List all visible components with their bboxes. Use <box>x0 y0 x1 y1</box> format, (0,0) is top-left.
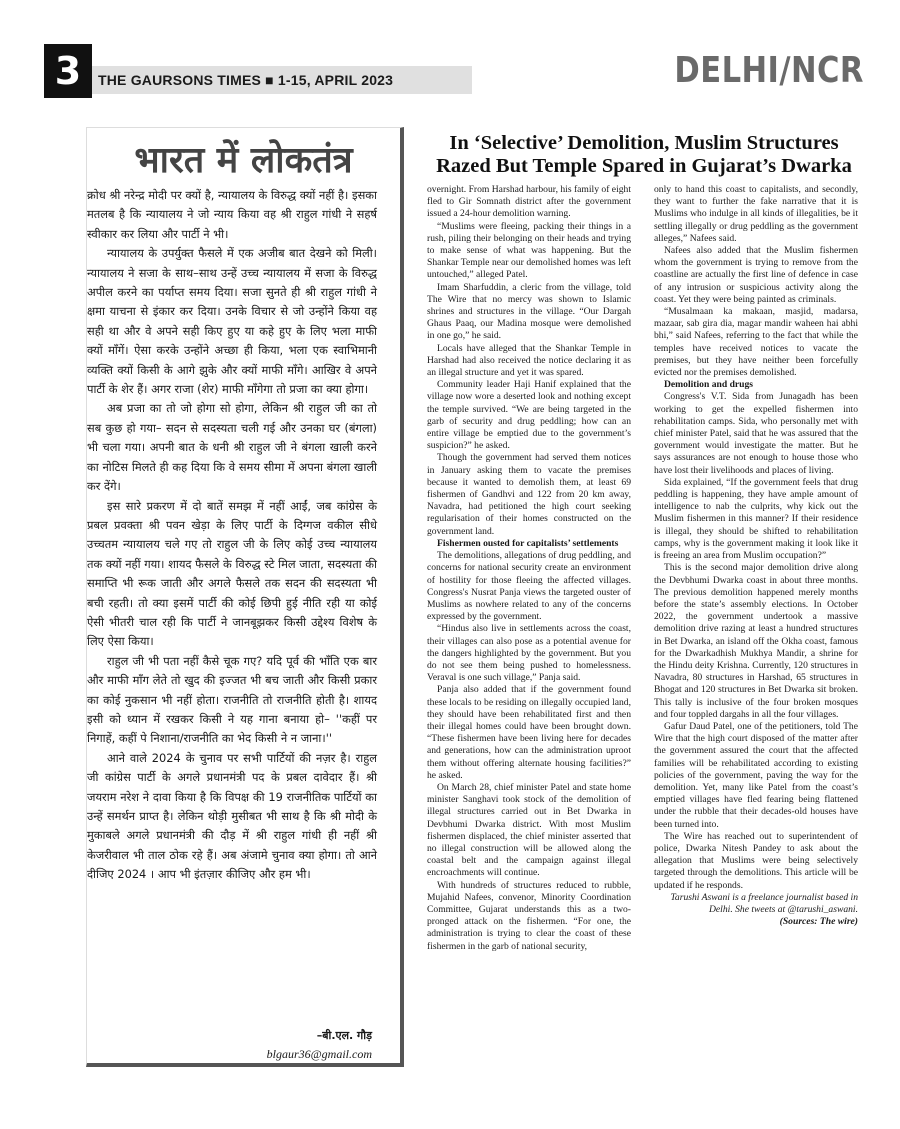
article-paragraph: Sida explained, “If the government feels that drug peddling is happening, they have ample amount of intelligence to nab the culprits, why kick out the Muslim fishermen in this manner? If their residence is illegal, they should be shifted to rehabilitation camps, why is the government making it look like it is freeing an area from Muslim occupation?” <box>654 476 858 562</box>
article-paragraph: Congress's V.T. Sida from Junagadh has been working to get the expelled fishermen into rehabilitation camps. Sida, who personally met with chief minister Patel, said that he was assured that the government would investigate the matter. But he says assurances are not enough to house those who have lost their livelihoods and places of living. <box>654 391 858 476</box>
article-paragraph: only to hand this coast to capitalists, and secondly, they want to further the fake narrative that it is Muslims who indulge in all kinds of illegalities, be it settling illegally or drug peddling as the government alleges,” Nafees said. <box>654 184 858 244</box>
article-paragraph: With hundreds of structures reduced to rubble, Mujahid Nafees, convenor, Minority Coordination Committee, Gujarat understands this as a two-pronged attack on the fishermen. “For one, the administration is trying to clear the coast of these fishermen in the garb of national security, <box>427 879 631 952</box>
editorial-body <box>87 186 377 885</box>
page-header <box>44 44 864 98</box>
article-paragraph: Imam Sharfuddin, a cleric from the village, told The Wire that no mercy was shown to Islamic shrines and structures in the village. “Our Dargah Ghaus Paaq, our Madina mosque were demolished in one go,” he said. <box>427 281 631 342</box>
editorial-signature: –बी.एल. गौड़ <box>316 1029 372 1042</box>
article-paragraph: On March 28, chief minister Patel and state home minister Sanghavi took stock of the demolition of illegal structures carried out in Bet Dwarka in Devbhumi Dwarka district. With most Muslim fishermen displaced, the chief minister asserted that no illegal construction will be allowed along the coastal belt and the campaign against illegal encroachments will continue. <box>427 781 631 879</box>
editorial-paragraph: आने वाले 2024 के चुनाव पर सभी पार्टियों की नज़र है। राहुल जी कांग्रेस पार्टी के अगले प्रधानमंत्री पद के प्रबल दावेदार हैं। श्री जयराम नरेश ने दावा किया है कि विपक्ष की 19 राजनीतिक पार्टियों का उन्हें समर्थन प्राप्त है। लेकिन थोड़ी मुसीबत भी साथ है कि श्री मोदी के मुकाबले अगले प्रधानमंत्री की दौड़ में श्री राहुल गांधी ही नहीं श्री केजरीवाल भी ताल ठोक रहे हैं। अब अंजामे चुनाव क्या होगा। तो आने दीजिए 2024 । आप भी इंतज़ार कीजिए और हम भी। <box>87 750 377 882</box>
editorial-paragraph: राहुल जी भी पता नहीं कैसे चूक गए? यदि पूर्व की भाँति एक बार और माफी माँग लेते तो खुद की इज्जत भी बच जाती और किसी प्रकार का कोई नुकसान भी नहीं होता। राजनीति तो राजनीति होती है। शायद इसी को ध्यान में रखकर किसी ने यह गाना बनाया हो– ''कहीं पर निगाहें, कहीं पे निशाना/राजनीति का भेद किसी ने न जाना।'' <box>87 653 377 746</box>
article-paragraph: “Musalmaan ka makaan, masjid, madarsa, mazaar, sab gira dia, magar mandir waheen hai abhi bhi,” said Nafees, referring to the fact that while the temples have received notices to vacate the premises, but they have neither been forcefully evicted nor the premises demolished. <box>654 306 858 379</box>
article-paragraph: The demolitions, allegations of drug peddling, and concerns for national security create an environment of hostility for those fleeing the affected villages. Congress's Nusrat Panja views the targeted ouster of Muslims as nowhere related to any of the concerns expressed by the government. <box>427 550 631 623</box>
article-headline: In ‘Selective’ Demolition, Muslim Structures Razed But Temple Spared in Gujarat’s Dwarka <box>436 132 852 177</box>
article-paragraph: “Muslims were fleeing, packing their things in a rush, piling their belonging on their heads and trying to make sense of what was happening. But the Shankar Temple near our demolished homes was left untouched,” alleged Patel. <box>427 220 631 281</box>
article-subhead: Fishermen ousted for capitalists’ settlements <box>437 537 619 549</box>
sources-note: (Sources: The wire) <box>779 916 858 928</box>
article-paragraph: This is the second major demolition drive along the Devbhumi Dwarka coast in about three months. The previous demolition happened merely months before the state’s assembly elections. In October 2022, the government undertook a massive demolition drive razing at least a hundred structures in Bet Dwarka, an island off the Okha coast, famous for the Dwarkadhish Mukhya Mandir, a shrine for the Hindu deity Krishna. Currently, 120 structures in Navadra, 80 structures in Harshad, 65 structures in Bhogat and 120 structures in Bet Dwarka sit broken. This tally is inclusive of the four broken mosques and four toppled dargahs in all the four villages. <box>654 562 858 720</box>
masthead: THE GAURSONS TIMES ■ 1-15, APRIL 2023 <box>92 66 472 94</box>
article-paragraph: overnight. From Harshad harbour, his family of eight fled to Gir Somnath district after the government issued a 24-hour demolition warning. <box>427 184 631 220</box>
article-paragraph: Gafur Daud Patel, one of the petitioners, told The Wire that the high court disposed of the matter after the government assured the court that the affected families will be rehabilitated according to existing policies of the government, paving the way for the demolition. Yet, many like Patel from the coast’s emptied villages have fled fearing being flattened under the rubble that their decades-old houses have been turned into. <box>654 720 858 830</box>
article-paragraph: The Wire has reached out to superintendent of police, Dwarka Nitesh Pandey to ask about the allegation that Muslims were being selectively targeted through the demolitions. This article will be updated if he responds. <box>654 830 858 891</box>
editorial-paragraph: इस सारे प्रकरण में दो बातें समझ में नहीं आईं, जब कांग्रेस के प्रबल प्रवक्ता श्री पवन खेड़ा के लिए पार्टी के दिग्गज वकील सीधे उच्चतम न्यायालय चले गए तो राहुल जी के लिए कोई उच्च न्यायालय तक क्यों नहीं गया। शायद फैसले के विरुद्ध स्टे मिल जाता, सदस्यता की समाप्ति भी रूक जाती और अगले फैसले तक सदन की सदस्यता भी बची रहती। तो क्या इसमें पार्टी की कोई छिपी हुई नीति रही या कोई ऐसी भीतरी चाल रही कि पार्टी ने जानबूझकर किसी उद्देश्य विशेष के लिए ऐसा किया। <box>87 498 377 649</box>
editorial-paragraph: अब प्रजा का तो जो होगा सो होगा, लेकिन श्री राहुल जी का तो सब कुछ हो गया– सदन से सदस्यता चली गई और उनका घर (बंगला) भी चला गया। अपनी बात के धनी श्री राहुल जी ने बंगला खाली करने का नोटिस मिलते ही कह दिया कि वे समय सीमा में अपना बंगला खाली कर देंगे। <box>87 401 377 494</box>
editorial-paragraph: क्रोध श्री नरेन्द्र मोदी पर क्यों है, न्यायालय के विरुद्ध क्यों नहीं है। इसका मतलब है कि न्यायालय ने जो न्याय किया वह श्री राहुल गांधी ने सहर्ष स्वीकार कर लिया और पार्टी ने भी। <box>87 188 377 241</box>
section-title: DELHI/NCR <box>674 50 864 91</box>
article-paragraph: Community leader Haji Hanif explained that the village now wore a deserted look and nothing except the temple survived. “We are being targeted in the garb of security and drug peddling; how can an entire village be emptied due to the government’s suspicion?” he asked. <box>427 379 631 452</box>
article-paragraph: Though the government had served them notices in January asking them to vacate the premises because it wanted to demolish them, at least 69 fishermen of Gandhvi and 122 from 20 km away, Navadra, had petitioned the high court seeking regularisation of their homes constructed on the government land. <box>427 452 631 537</box>
editorial-email[interactable]: blgaur36@gmail.com <box>266 1047 372 1061</box>
editorial-paragraph: न्यायालय के उपर्युक्त फैसले में एक अजीब बात देखने को मिली। न्यायालय ने सजा के साथ–साथ उन्हें उच्च न्यायालय में सजा के विरुद्ध अपील करने का पर्याप्त समय दिया। सजा सुनते ही श्री राहुल गांधी ने क्षमा याचना से इंकार कर दिया। उनके विचार से जो उन्होंने किया वह सही था और वे अपने सही किए हुए या कहे हुए के लिए भला माफी क्यों माँगें। ऐसा करके उन्होंने अच्छा ही किया, भला एक स्वाभिमानी व्यक्ति क्यों किसी के आगे झुके और क्यों माफी माँगे। आखिर वे अपने पार्टी के शेर हैं। अगर राजा (शेर) माफी माँगेगा तो प्रजा का क्या होगा। <box>87 246 377 397</box>
author-credit: Tarushi Aswani is a freelance journalist based in Delhi. She tweets at @tarushi_aswani. <box>670 891 858 915</box>
article-column-1 <box>427 184 631 953</box>
article-column-2 <box>654 184 858 928</box>
editorial-title: भारत में लोकतंत्र <box>134 139 353 181</box>
article-paragraph: “Hindus also live in settlements across the coast, their villages can also pose as a potential avenue for the dangers highlighted by the government. But you do not see them being pushed to homelessness. Veraval is one such village,” Panja said. <box>427 623 631 684</box>
editorial-box <box>86 127 404 1067</box>
article-paragraph: Panja also added that if the government found these locals to be residing on illegally occupied land, they should have been rehabilitated first and then their illegal homes could have been brought down. “These fishermen have been living here for decades and generations, how can the administration uproot them without offering alternate housing facilities?” he asked. <box>427 684 631 781</box>
article-paragraph: Nafees also added that the Muslim fishermen whom the government is trying to remove from the coastline are actually the first line of defence in case of any intrusion or suspicious activity along the coast. Yet they were being painted as criminals. <box>654 245 858 305</box>
article-paragraph: Locals have alleged that the Shankar Temple in Harshad had also received the notice declaring it as an illegal structure and yet it was spared. <box>427 342 631 379</box>
page-number: 3 <box>44 44 92 98</box>
article-subhead: Demolition and drugs <box>664 379 754 391</box>
